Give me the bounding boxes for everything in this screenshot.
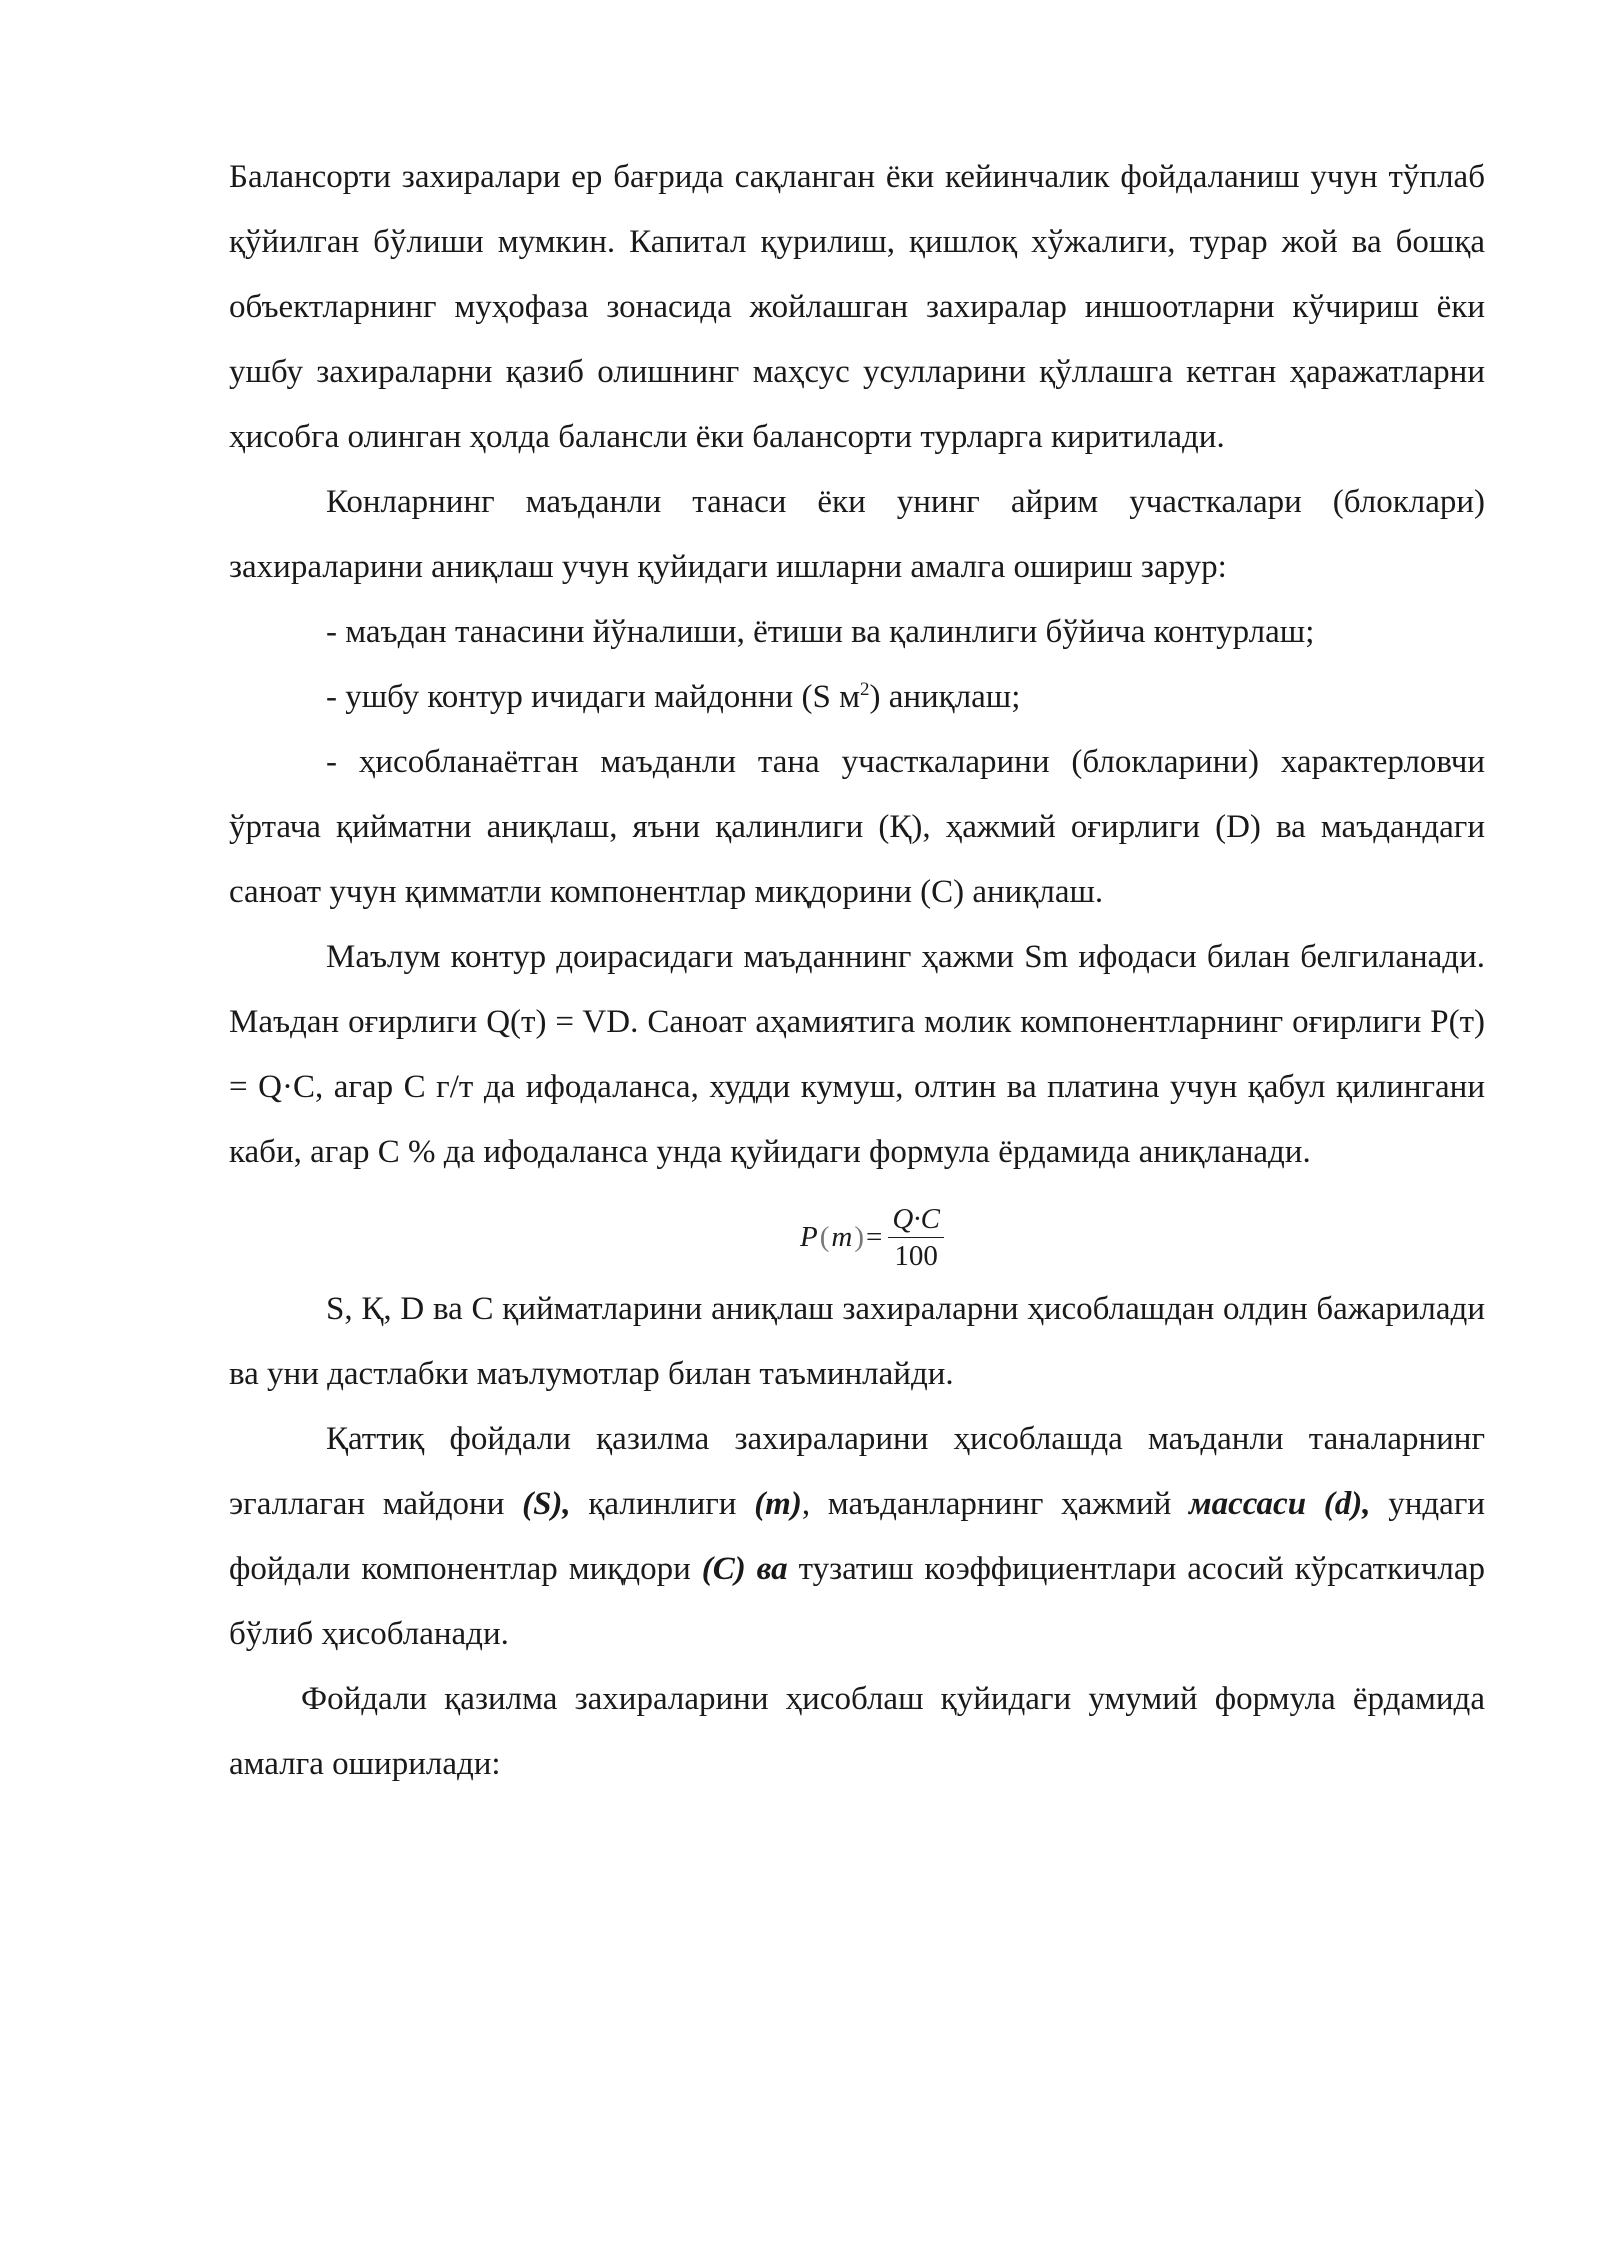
formula-paren-open: ( xyxy=(819,1221,830,1253)
list-item-area-text-end: ) аниқлаш; xyxy=(869,679,1021,715)
list-item-area-text: - ушбу контур ичидаги майдонни (S м xyxy=(326,679,860,715)
formula-denominator: 100 xyxy=(894,1240,938,1272)
formula-lhs-var: P xyxy=(800,1221,818,1253)
text-segment: , маъданларнинг ҳажмий xyxy=(801,1486,1189,1522)
document-page xyxy=(229,145,1485,1797)
formula-block xyxy=(229,1187,1485,1279)
emphasis-area: (S), xyxy=(522,1486,571,1522)
superscript-two: 2 xyxy=(859,679,870,700)
text-segment: Қаттиқ фойдали қазилма захираларини ҳисоблашда маъданли таналарнинг эгаллаган майдони xyxy=(229,1421,1485,1522)
formula-equals: = xyxy=(866,1221,883,1253)
list-item-area xyxy=(229,665,1485,730)
list-item-contouring: - маъдан танасини йўналиши, ётиши ва қалинлиги бўйича контурлаш; xyxy=(326,614,1315,650)
emphasis-mass: массаси (d), xyxy=(1189,1486,1371,1522)
paragraph-values-determination: S, Қ, D ва С қийматларини аниқлаш захираларни ҳисоблашдан олдин бажарилади ва уни дастлабки маълумотлар билан таъминлайди. xyxy=(229,1291,1485,1392)
formula-fraction xyxy=(888,1203,944,1272)
paragraph-ore-body-tasks: Конларнинг маъданли танаси ёки унинг айрим участкалари (блоклари) захираларини аниқлаш учун қуйидаги ишларни амалга ошириш зарур: xyxy=(229,484,1485,585)
formula xyxy=(800,1203,944,1272)
emphasis-content: (С) ва xyxy=(701,1551,788,1587)
text-segment: тузатиш коэффициентлари асосий кўрсаткичлар бўлиб ҳисобланади. xyxy=(229,1551,1485,1652)
paragraph-balance-reserves: Балансорти захиралари ер бағрида сақланган ёки кейинчалик фойдаланиш учун тўплаб қўйилган бўлиши мумкин. Капитал қурилиш, қишлоқ хўжалиги, турар жой ва бошқа объектларнинг муҳофаза зонасида жойлашган захиралар иншоотларни кўчириш ёки ушбу захираларни қазиб олишнинг маҳсус усулларини қўллашга кетган ҳаражатларни ҳисобга олинган ҳолда балансли ёки балансорти турларга киритилади. xyxy=(229,159,1485,455)
paragraph-ore-volume: Маълум контур доирасидаги маъданнинг ҳажми Sm ифодаси билан белгиланади. Маъдан оғирлиги Q(т) = VD. Саноат аҳамиятига молик компонентларнинг оғирлиги Р(т) = Q·С, агар С г/т да ифодаланса, худди кумуш, олтин ва платина учун қабул қилингани каби, агар С % да ифодаланса унда қуйидаги формула ёрдамида аниқланади. xyxy=(229,939,1485,1170)
formula-lhs-arg: m xyxy=(831,1221,853,1253)
text-segment: қалинлиги xyxy=(570,1486,755,1522)
list-item-average-values: - ҳисобланаётган маъданли тана участкаларини (блокларини) характерловчи ўртача қийматни аниқлаш, яъни қалинлиги (Қ), ҳажмий оғирлиги (D) ва маъдандаги саноат учун қимматли компонентлар миқдорини (С) аниқлаш. xyxy=(229,744,1485,910)
text-segment: ундаги фойдали компонентлар миқдори xyxy=(229,1486,1486,1587)
formula-numerator: Q·C xyxy=(888,1203,944,1238)
paragraph-general-formula: Фойдали қазилма захираларини ҳисоблаш қуйидаги умумий формула ёрдамида амалга оширилади: xyxy=(229,1681,1485,1782)
paragraph-main-indicators xyxy=(229,1407,1485,1667)
formula-paren-close: ) xyxy=(854,1221,865,1253)
emphasis-thickness: (m) xyxy=(754,1486,802,1522)
